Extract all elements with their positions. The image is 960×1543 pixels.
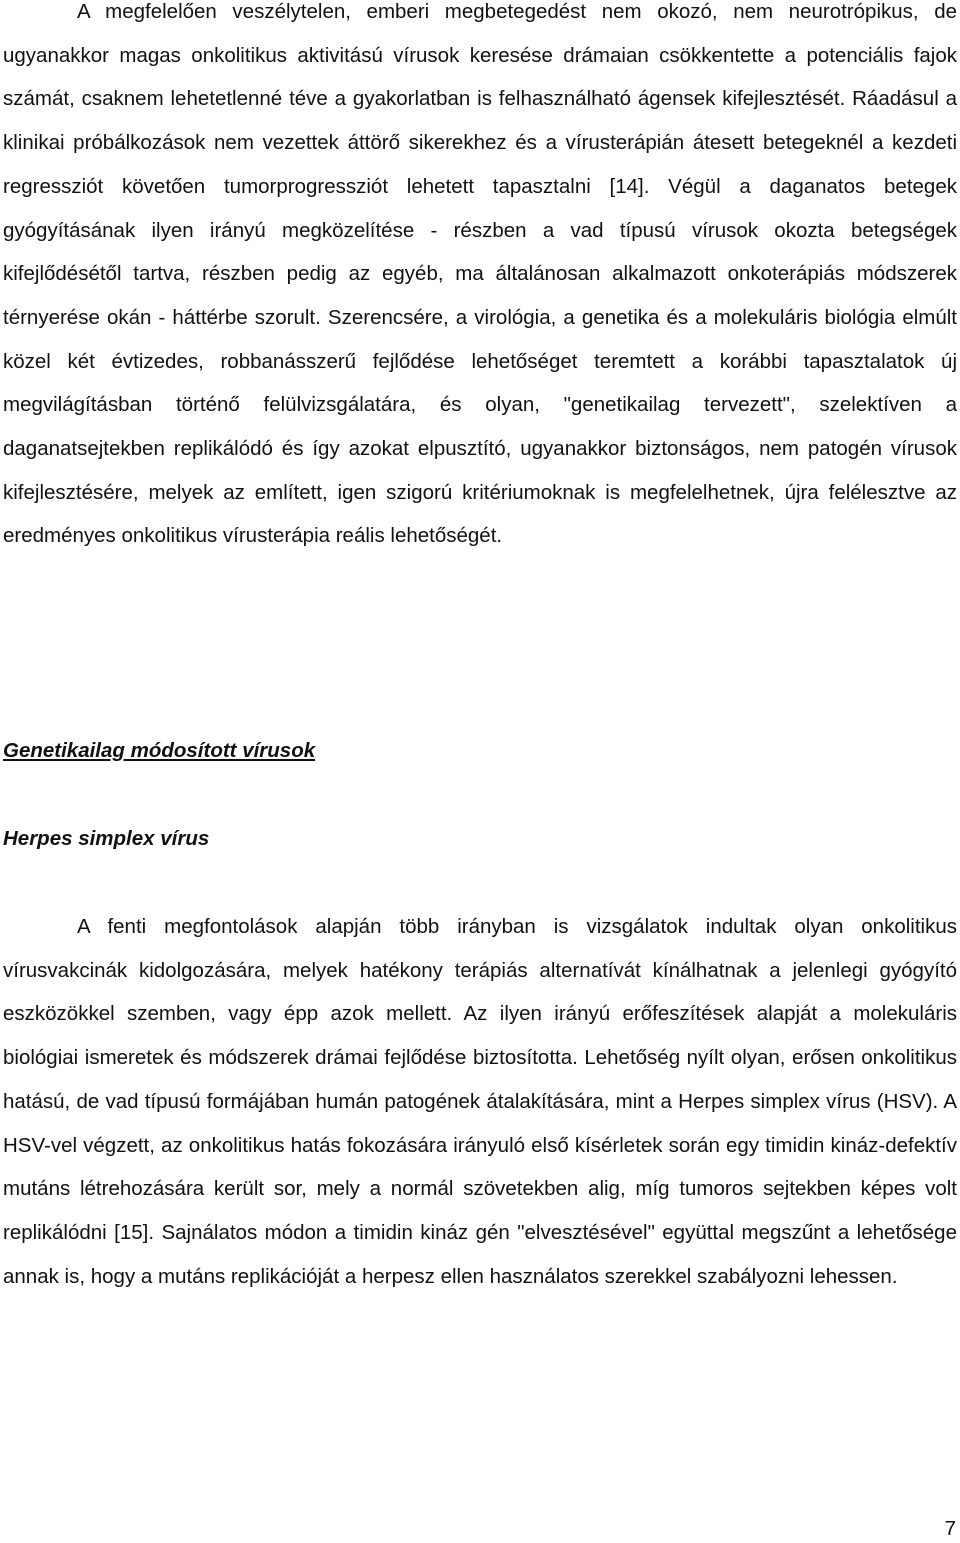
- subsection-heading: Herpes simplex vírus: [3, 827, 210, 850]
- section-heading: Genetikailag módosított vírusok: [3, 739, 316, 762]
- page-number: 7: [944, 1517, 956, 1540]
- body-paragraph-2: A fenti megfontolások alapján több irányban is vizsgálatok indultak olyan onkolitikus vírusvakcinák kidolgozására, melyek hatékony terápiás alternatívát kínálhatnak a jelenlegi gyógyító eszközökkel szemben, vagy épp azok mellett. Az ilyen irányú erőfeszítések alapját a molekuláris biológiai ismeretek és módszerek drámai fejlődése biztosította. Lehetőség nyílt olyan, erősen onkolitikus hatású, de vad típusú formájában humán patogének átalakítására, mint a Herpes simplex vírus (HSV). A HSV-vel végzett, az onkolitikus hatás fokozására irányuló első kísérletek során egy timidin kináz-defektív mutáns létrehozására került sor, mely a normál szövetekben alig, míg tumoros sejtekben képes volt replikálódni [15]. Sajnálatos módon a timidin kináz gén "elvesztésével" együttal megszűnt a lehetősége annak is, hogy a mutáns replikációját a herpesz ellen használatos szerekkel szabályozni lehessen.: [3, 915, 957, 1288]
- body-paragraph-1: A megfelelően veszélytelen, emberi megbetegedést nem okozó, nem neurotrópikus, de ugyanakkor magas onkolitikus aktivitású vírusok keresése drámaian csökkentette a potenciális fajok számát, csaknem lehetetlenné téve a gyakorlatban is felhasználható ágensek kifejlesztését. Ráadásul a klinikai próbálkozások nem vezettek áttörő sikerekhez és a vírusterápián átesett betegeknél a kezdeti regressziót követően tumorprogressziót lehetett tapasztalni [14]. Végül a daganatos betegek gyógyításának ilyen irányú megközelítése - részben a vad típusú vírusok okozta betegségek kifejlődésétől tartva, részben pedig az egyéb, ma általánosan alkalmazott onkoterápiás módszerek térnyerése okán - háttérbe szorult. Szerencsére, a virológia, a genetika és a molekuláris biológia elmúlt közel két évtizedes, robbanásszerű fejlődése lehetőséget teremtett a korábbi tapasztalatok új megvilágításban történő felülvizsgálatára, és olyan, "genetikailag tervezett", szelektíven a daganatsejtekben replikálódó és így azokat elpusztító, ugyanakkor biztonságos, nem patogén vírusok kifejlesztésére, melyek az említett, igen szigorú kritériumoknak is megfelelhetnek, újra felélesztve az eredményes onkolitikus vírusterápia reális lehetőségét.: [3, 0, 957, 548]
